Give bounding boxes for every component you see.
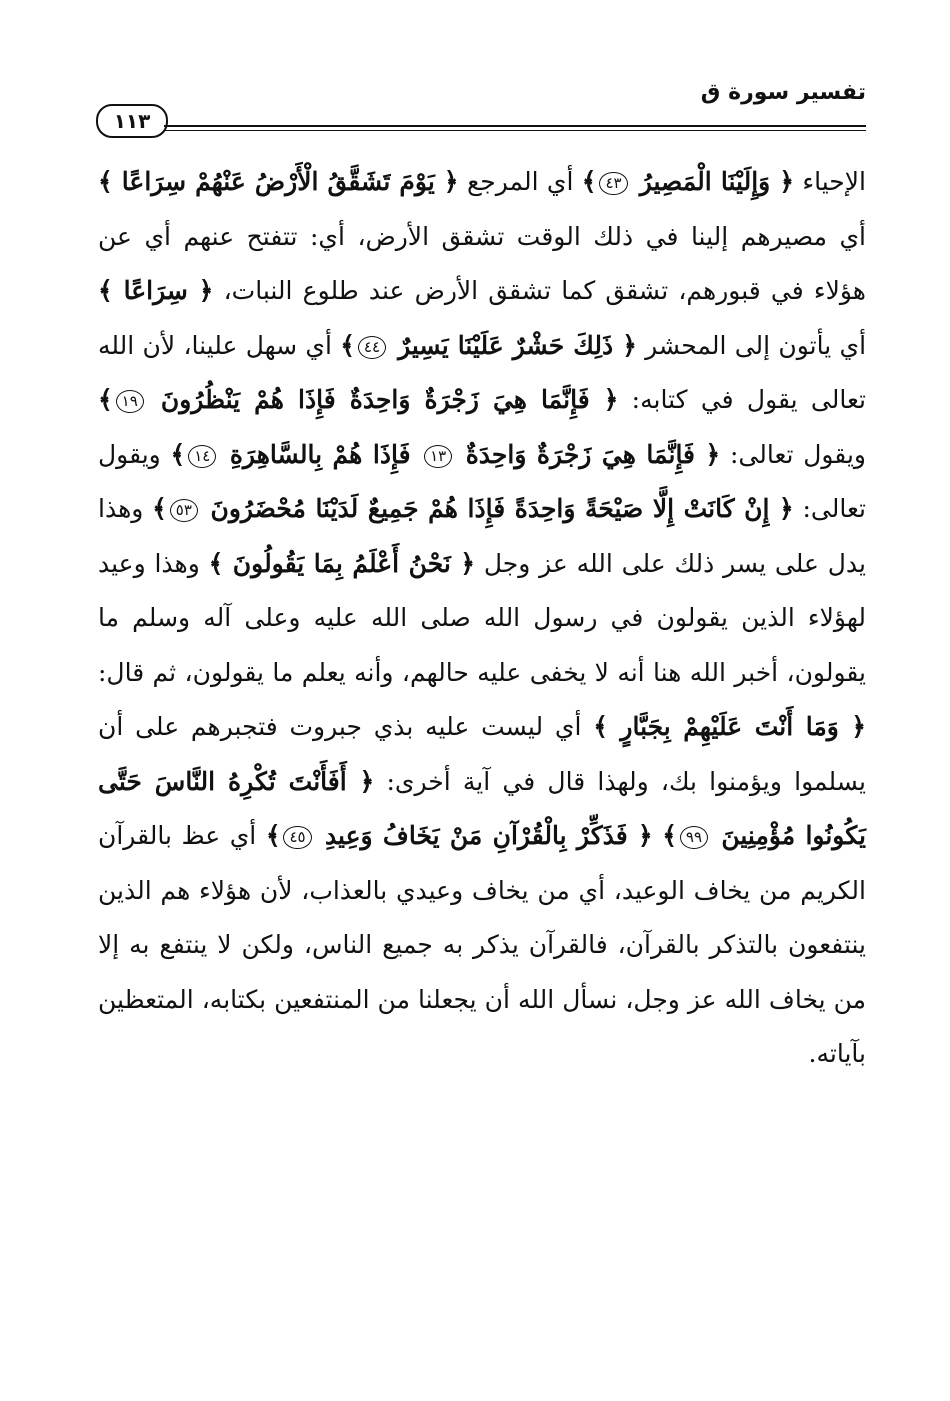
- quran-verse: إِنْ كَانَتْ إِلَّا صَيْحَةً وَاحِدَةً فَإِذَا هُمْ جَمِيعٌ لَدَيْنَا مُحْضَرُونَ: [200, 494, 780, 523]
- commentary-text: أي المرجع: [458, 167, 582, 196]
- quran-verse: وَإِلَيْنَا الْمَصِيرُ: [630, 167, 780, 196]
- commentary-text: وهذا يدل على يسر ذلك على الله عز وجل: [98, 494, 866, 578]
- verse-open-bracket: ﴿: [198, 276, 214, 305]
- quran-verse: فَإِنَّمَا هِيَ زَجْرَةٌ وَاحِدَةٌ: [455, 439, 706, 469]
- header-rule: [164, 125, 866, 127]
- verse-open-bracket: ﴿: [603, 385, 619, 414]
- quran-verse: وَمَا أَنْتَ عَلَيْهِمْ بِجَبَّارٍ: [607, 712, 852, 741]
- quran-verse: نَحْنُ أَعْلَمُ بِمَا يَقُولُونَ: [223, 548, 461, 578]
- quran-verse: فَإِذَا هُمْ بِالسَّاهِرَةِ: [219, 439, 422, 469]
- verse-number: ١٣: [424, 445, 452, 468]
- verse-open-bracket: ﴿: [622, 330, 637, 360]
- running-title: تفسير سورة ق: [700, 80, 866, 105]
- verse-close-bracket: ﴾: [662, 821, 677, 850]
- verse-number: ٤٥: [283, 826, 311, 849]
- verse-open-bracket: ﴿: [779, 494, 794, 523]
- header-rule-thin: [164, 130, 866, 131]
- verse-close-bracket: ﴾: [208, 548, 224, 578]
- verse-number: ٤٤: [358, 336, 386, 359]
- verse-close-bracket: ﴾: [152, 494, 167, 523]
- commentary-text: ويقول تعالى:: [720, 439, 866, 469]
- verse-number: ١٩: [116, 390, 144, 413]
- tafsir-paragraph: [98, 155, 866, 1082]
- commentary-text: ويقول تعالى:: [98, 439, 866, 523]
- verse-number: ٥٣: [170, 499, 198, 522]
- verse-open-bracket: ﴿: [460, 548, 476, 578]
- verse-close-bracket: ﴾: [265, 821, 281, 850]
- verse-close-bracket: ﴾: [170, 439, 186, 469]
- page-header: [96, 78, 866, 142]
- verse-open-bracket: ﴿: [851, 712, 867, 741]
- commentary-text: [653, 821, 663, 850]
- commentary-text: أي يأتون إلى المحشر: [636, 330, 867, 360]
- commentary-text: وهذا وعيد لهؤلاء الذين يقولون في رسول الله صلى الله عليه وعلى آله وسلم ما يقولون، أخبر الله هنا أنه لا يخفى عليه حالهم، وأنه يعلم ما يقولون، ثم قال:: [98, 548, 866, 687]
- verse-open-bracket: ﴿: [779, 167, 795, 196]
- verse-open-bracket: ﴿: [443, 167, 459, 196]
- verse-number: ٤٣: [599, 172, 627, 195]
- quran-verse: فَذَكِّرْ بِالْقُرْآنِ مَنْ يَخَافُ وَعِيدِ: [314, 821, 638, 850]
- quran-verse: فَإِنَّمَا هِيَ زَجْرَةٌ وَاحِدَةٌ فَإِذَا هُمْ يَنْظُرُونَ: [146, 385, 604, 414]
- quran-verse: أَفَأَنْتَ تُكْرِهُ النَّاسَ حَتَّى يَكُونُوا مُؤْمِنِينَ: [98, 766, 866, 850]
- verse-close-bracket: ﴾: [593, 712, 608, 741]
- verse-close-bracket: ﴾: [340, 330, 355, 360]
- verse-close-bracket: ﴾: [98, 385, 113, 414]
- page-number: ١١٣: [96, 104, 168, 138]
- commentary-text: أي ليست عليه بذي جبروت فتجبرهم على أن يسلموا ويؤمنوا بك، ولهذا قال في آية أخرى:: [98, 712, 866, 796]
- commentary-text: أي عظ بالقرآن الكريم من يخاف الوعيد، أي من يخاف وعيدي بالعذاب، لأن هؤلاء هم الذين ينتفعون بالتذكر بالقرآن، فالقرآن يذكر به جميع الناس، ولكن لا ينتفع به إلا من يخاف الله عز وجل، نسأل الله أن يجعلنا من المنتفعين بكتابه، المتعظين بآياته.: [98, 821, 866, 1068]
- commentary-text: الإحياء: [794, 167, 866, 196]
- quran-verse: سِرَاعًا: [112, 276, 199, 305]
- commentary-text: أي مصيرهم إلينا في ذلك الوقت تشقق الأرض، أي: تتفتح عنهم أي عن هؤلاء في قبورهم، تشقق كما تشقق الأرض عند طلوع النبات،: [98, 221, 866, 305]
- verse-open-bracket: ﴿: [638, 821, 653, 850]
- verse-number: ١٤: [188, 445, 216, 468]
- commentary-text: أي سهل علينا، لأن الله تعالى يقول في كتابه:: [98, 330, 867, 414]
- verse-number: ٩٩: [680, 826, 708, 849]
- verse-open-bracket: ﴿: [705, 439, 721, 469]
- verse-close-bracket: ﴾: [98, 276, 113, 305]
- quran-verse: يَوْمَ تَشَقَّقُ الْأَرْضُ عَنْهُمْ سِرَاعًا: [112, 167, 444, 196]
- verse-close-bracket: ﴾: [98, 167, 113, 196]
- verse-close-bracket: ﴾: [581, 167, 597, 196]
- verse-open-bracket: ﴿: [359, 766, 375, 796]
- body-text: [98, 155, 866, 1082]
- quran-verse: ذَلِكَ حَشْرٌ عَلَيْنَا يَسِيرٌ: [389, 330, 623, 360]
